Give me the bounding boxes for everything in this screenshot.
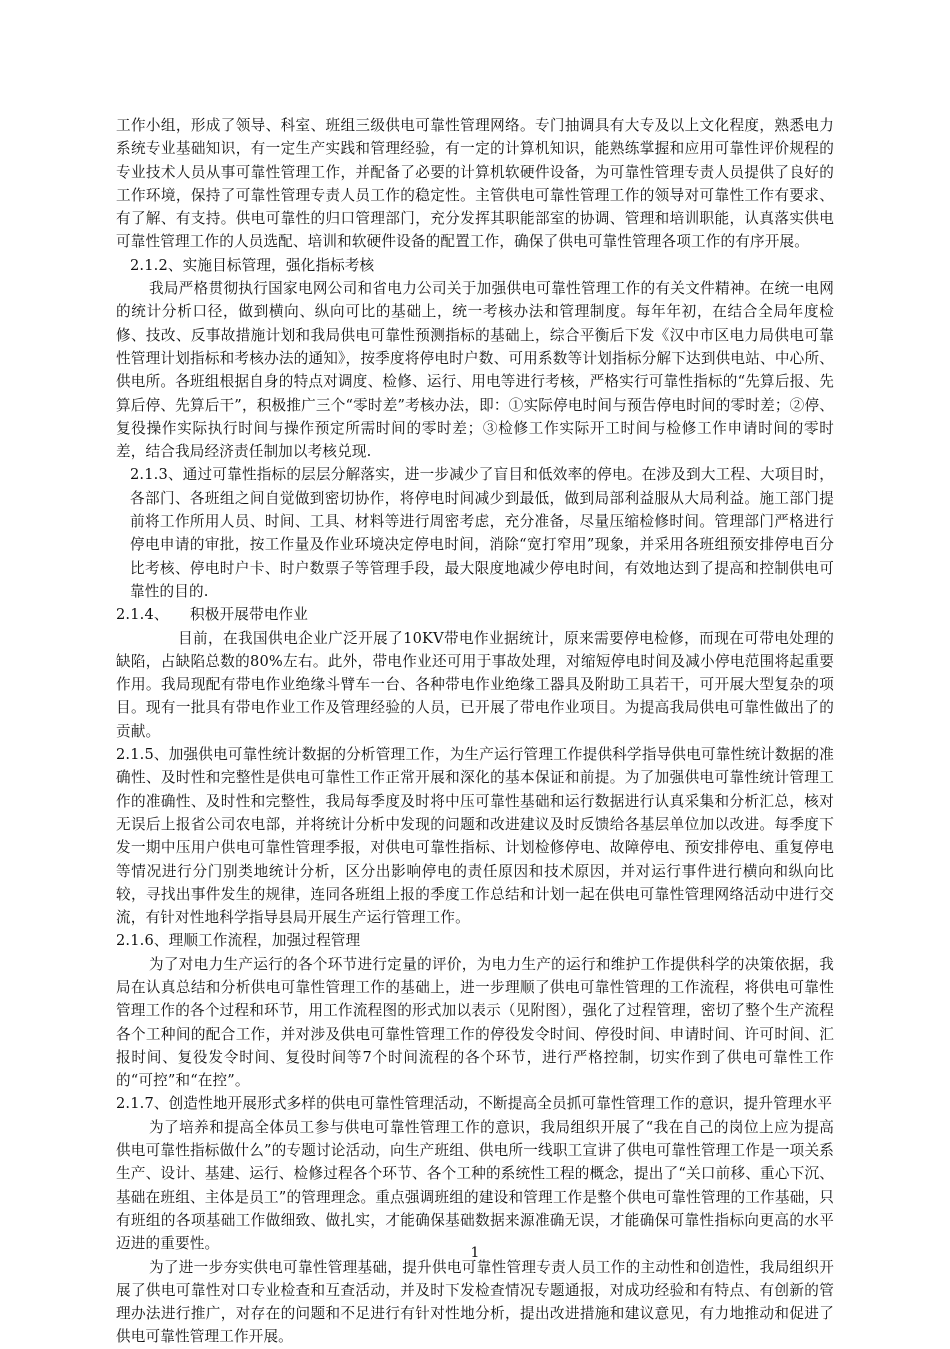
heading-2-1-7: 2.1.7、创造性地开展形式多样的供电可靠性管理活动，不断提高全员抓可靠性管理工作的意识，提升管理水平 <box>116 1095 833 1113</box>
paragraph-intro: 工作小组，形成了领导、科室、班组三级供电可靠性管理网络。专门抽调具有大专及以上文化程度，熟悉电力系统专业基础知识，有一定生产实践和管理经验，有一定的计算机知识，能熟练掌握和应用可靠性评价规程的专业技术人员从事可靠性管理工作，并配备了必要的计算机软硬件设备，为可靠性管理专责人员提供了良好的工作环境，保持了可靠性管理专责人员工作的稳定性。主管供电可靠性管理工作的领导对可靠性工作有要求、有了解、有支持。供电可靠性的归口管理部门，充分发挥其职能部室的协调、管理和培训职能，认真落实供电可靠性管理工作的人员选配、培训和软硬件设备的配置工作，确保了供电可靠性管理各项工作的有序开展。 <box>116 117 834 251</box>
heading-2-1-6: 2.1.6、理顺工作流程，加强过程管理 <box>116 932 361 950</box>
paragraph-workflow: 为了对电力生产运行的各个环节进行定量的评价，为电力生产的运行和维护工作提供科学的决策依据，我局在认真总结和分析供电可靠性管理工作的基础上，进一步理顺了供电可靠性管理的工作流程，将供电可靠性管理工作的各个过程和环节，用工作流程图的形式加以表示（见附图），强化了过程管理，密切了整个生产流程各个工种间的配合工作，并对涉及供电可靠性管理工作的停役发令时间、停役时间、申请时间、许可时间、汇报时间、复役发令时间、复役时间等7个时间流程的各个环节，进行严格控制，切实作到了供电可靠性工作的“可控”和“在控”。 <box>116 955 834 1090</box>
paragraph-inspection: 为了进一步夯实供电可靠性管理基础，提升供电可靠性管理专责人员工作的主动性和创造性，我局组织开展了供电可靠性对口专业检查和互查活动，并及时下发检查情况专题通报，对成功经验和有特点、有创新的管理办法进行推广，对存在的问题和不足进行有针对性地分析，提出改进措施和建议意见，有力地推动和促进了供电可靠性管理工作开展。 <box>116 1258 834 1346</box>
heading-2-1-4 <box>116 603 834 626</box>
heading-2-1-2: 2.1.2、实施目标管理，强化指标考核 <box>130 256 375 274</box>
paragraph-awareness: 为了培养和提高全体员工参与供电可靠性管理工作的意识，我局组织开展了“我在自己的岗位上应为提高供电可靠性指标做什么”的专题讨论活动，向生产班组、供电所一线职工宣讲了供电可靠性管理工作是一项关系生产、设计、基建、运行、检修过程各个环节、各个工种的系统性工程的概念，提出了“关口前移、重心下沉、基础在班组、主体是员工”的管理理念。重点强调班组的建设和管理工作是整个供电可靠性管理的工作基础，只有班组的各项基础工作做细致、做扎实，才能确保基础数据来源准确无误，才能确保可靠性指标向更高的水平迈进的重要性。 <box>116 1118 834 1253</box>
document-body <box>116 114 834 1349</box>
heading-2-1-4-number: 2.1.4、 <box>116 606 169 624</box>
page-number: 1 <box>470 1245 480 1261</box>
paragraph-target-management: 我局严格贯彻执行国家电网公司和省电力公司关于加强供电可靠性管理工作的有关文件精神。在统一电网的统计分析口径，做到横向、纵向可比的基础上，统一考核办法和管理制度。每年年初，在结合全局年度检修、技改、反事故措施计划和我局供电可靠性预测指标的基础上，综合平衡后下发《汉中市区电力局供电可靠性管理计划指标和考核办法的通知》，按季度将停电时户数、可用系数等计划指标分解下达到供电站、中心所、供电所。各班组根据自身的特点对调度、检修、运行、用电等进行考核，严格实行可靠性指标的“先算后报、先算后停、先算后干”，积极推广三个“零时差”考核办法，即：①实际停电时间与预告停电时间的零时差；②停、复役操作实际执行时间与操作预定所需时间的零时差；③检修工作实际开工时间与检修工作申请时间的零时差，结合我局经济责任制加以考核兑现. <box>116 280 834 461</box>
paragraph-live-work: 目前，在我国供电企业广泛开展了10KV带电作业据统计，原来需要停电检修，而现在可带电处理的缺陷，占缺陷总数的80%左右。此外，带电作业还可用于事故处理，对缩短停电时间及减小停电范围将起重要作用。我局现配有带电作业绝缘斗臂车一台、各种带电作业绝缘工器具及附助工具若干，可开展大型复杂的项目。现有一批具有带电作业工作及管理经验的人员，已开展了带电作业项目。为提高我局供电可靠性做出了的贡献。 <box>116 629 834 740</box>
paragraph-2-1-3: 2.1.3、通过可靠性指标的层层分解落实，进一步减少了盲目和低效率的停电。在涉及到大工程、大项目时，各部门、各班组之间自觉做到密切协作，将停电时间减少到最低，做到局部利益服从大局利益。施工部门提前将工作所用人员、时间、工具、材料等进行周密考虑，充分准备，尽量压缩检修时间。管理部门严格进行停电申请的审批，按工作量及作业环境决定停电时间，消除“宽打窄用”现象，并采用各班组预安排停电百分比考核、停电时户卡、时户数票子等管理手段，最大限度地减少停电时间，有效地达到了提高和控制供电可靠性的目的. <box>130 466 834 600</box>
heading-2-1-4-title: 积极开展带电作业 <box>190 606 308 624</box>
paragraph-2-1-5: 2.1.5、加强供电可靠性统计数据的分析管理工作，为生产运行管理工作提供科学指导供电可靠性统计数据的准确性、及时性和完整性是供电可靠性工作正常开展和深化的基本保证和前提。为了加强供电可靠性统计管理工作的准确性、及时性和完整性，我局每季度及时将中压可靠性基础和运行数据进行认真采集和分析汇总，核对无误后上报省公司农电部，并将统计分析中发现的问题和改进建议及时反馈给各基层单位加以改进。每季度下发一期中压用户供电可靠性管理季报，对供电可靠性指标、计划检修停电、故障停电、预安排停电、重复停电等情况进行分门别类地统计分析，区分出影响停电的责任原因和技术原因，并对运行事件进行横向和纵向比较，寻找出事件发生的规律，连同各班组上报的季度工作总结和计划一起在供电可靠性管理网络活动中进行交流，有针对性地科学指导县局开展生产运行管理工作。 <box>116 746 834 927</box>
